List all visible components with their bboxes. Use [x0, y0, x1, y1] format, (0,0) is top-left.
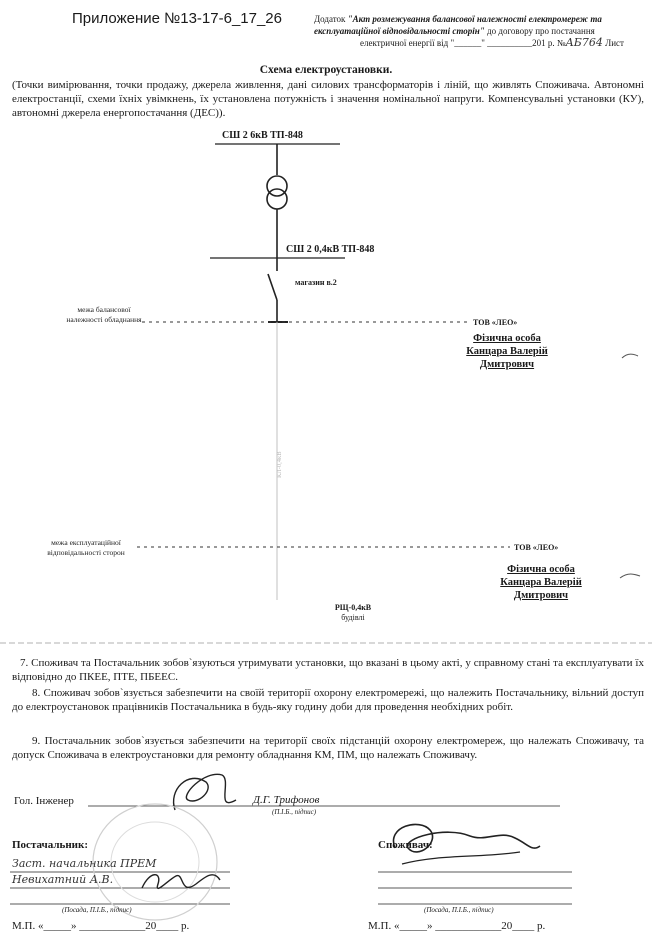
supplier-caption: (Посада, П.І.Б., підпис) [62, 906, 132, 914]
supplier-name-2: ТОВ «ЛЕО» [514, 543, 559, 552]
consumer-signature-underline [402, 852, 520, 864]
transformer-secondary-winding [267, 189, 287, 209]
consumer-label: Споживач: [378, 839, 433, 851]
edge-mark-1 [622, 354, 638, 358]
consumer-name-1: Фізична особа Канцара Валерій Дмитрович [466, 333, 548, 370]
addendum-reference: Додаток "Акт розмежування балансової належності електромереж та експлуатаційної відповідальності сторін" до договору про постачання електричної енергії від "______" __________201 р. №АБ764 Лист [314, 14, 624, 49]
supplier-name-1: ТОВ «ЛЕО» [473, 318, 518, 327]
contract-number: АБ764 [565, 36, 603, 49]
supplier-label: Постачальник: [12, 839, 89, 851]
clause-9: 9. Постачальник зобов`язується забезпечити на території своїх підстанцій охорону електромереж, що належать Споживачу, та допуск Споживача в електроустановки для ремонту обладнання КМ, ПМ, що належать Споживачу. [12, 735, 644, 761]
chief-engineer-name: Д.Г. Трифонов [253, 794, 320, 806]
sheet-label: Лист [605, 38, 624, 48]
balance-boundary-label: межа балансової належності обладнання [66, 305, 142, 324]
scheme-title: Схема електроустановки. [259, 64, 393, 76]
chief-engineer-caption: (П.І.Б., підпис) [272, 808, 317, 816]
operational-boundary-label: межа експлуатаційної відповідальності сторон [47, 538, 125, 557]
chief-engineer-signature [174, 774, 236, 810]
supplier-signature [142, 875, 220, 889]
consumer-name-2: Фізична особа Канцара Валерій Дмитрович [500, 564, 582, 601]
supplier-person: Невихатний А.В. [12, 873, 114, 886]
terminal-label: РЩ-0,4кВ будівлі [334, 603, 372, 622]
switch-label: магазин в.2 [295, 278, 337, 287]
scheme-intro: (Точки вимірювання, точки продажу, джерела живлення, дані силових трансформаторів і ліній, що живлять Споживача. Автономні електростанції, схеми їхніх увімкнень, їх установлена потужність і значення номінальної напруги. Компенсувальні установки (КУ), автономні джерела енергопостачання (ДЕС)). [12, 79, 644, 119]
hv-bus-label: СШ 2 6кВ ТП-848 [222, 130, 303, 141]
consumer-caption: (Посада, П.І.Б., підпис) [424, 906, 494, 914]
chief-engineer-label: Гол. Інженер [14, 795, 74, 807]
supplier-position: Заст. начальника ПРЕМ [12, 857, 157, 870]
edge-mark-2 [620, 574, 640, 578]
cable-label: КЛ-0,4кВ [276, 451, 283, 478]
clause-7: 7. Споживач та Постачальник зобов`язуються утримувати установки, що вказані в цьому акті, у справному стані та експлуатувати їх відповідно до ПКЕЕ, ПТЕ, ПБЕЕС. [12, 657, 644, 683]
attachment-number: Приложение №13-17-6_17_26 [72, 10, 282, 27]
lv-bus-label: СШ 2 0,4кВ ТП-848 [286, 244, 375, 255]
addendum-title: "Акт розмежування балансової належності електромереж та експлуатаційної відповідальності сторін" [314, 14, 602, 36]
clause-8: 8. Споживач зобов`язується забезпечити на своїй території охорону електромережі, що належить Постачальнику, вільний доступ до електроустановок працівників Постачальника в будь-яку годину доби для проведення необхідних робіт. [12, 687, 644, 713]
consumer-stamp-date: М.П. «_____» ____________20____ р. [368, 920, 546, 932]
supplier-stamp-date: М.П. «_____» ____________20____ р. [12, 920, 190, 932]
switch-blade [268, 274, 277, 300]
